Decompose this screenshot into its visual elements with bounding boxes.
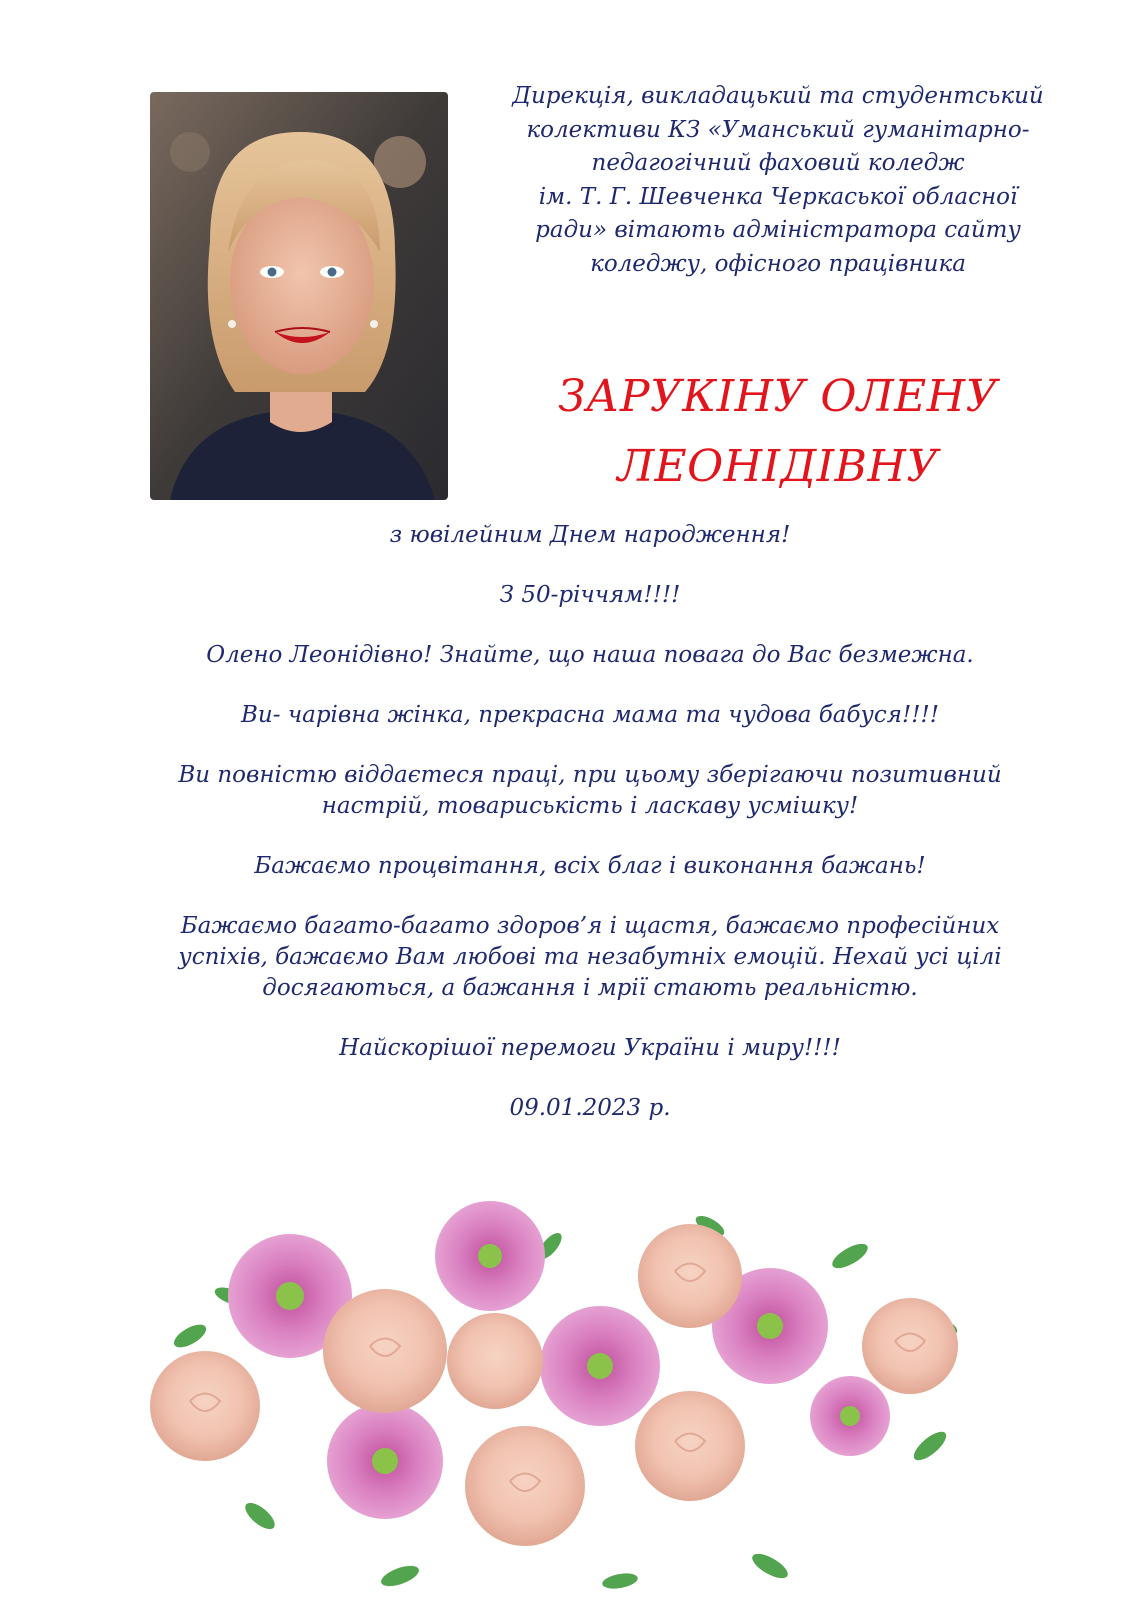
greeting-header <box>478 80 1078 281</box>
paragraph-line: Бажаємо багато-багато здоров’я і щастя, бажаємо професійних <box>180 913 1000 939</box>
header-line: педагогічний фаховий коледж <box>591 150 965 176</box>
wish-text: Бажаємо процвітання, всіх благ і виконання бажань! <box>254 853 926 879</box>
paragraph-line: досягаються, а бажання і мрії стають реальністю. <box>262 975 918 1001</box>
header-line: колективи КЗ «Уманський гуманітарно- <box>526 116 1030 143</box>
header-line: ради» вітають адміністратора сайту <box>535 217 1021 243</box>
work-paragraph <box>110 760 1070 822</box>
recipient-name-line1: ЗАРУКІНУ ОЛЕНУ <box>558 371 998 422</box>
victory-text: Найскорішої перемоги України і миру!!!! <box>339 1035 841 1061</box>
header-line: Дирекція, викладацький та студентський <box>512 83 1044 109</box>
header-line: коледжу, офісного працівника <box>590 250 966 277</box>
recipient-name <box>478 362 1078 502</box>
recipient-name-line2: ЛЕОНІДІВНУ <box>617 441 939 492</box>
wish-paragraph <box>110 911 1070 1004</box>
paragraph-line: Ви повністю віддаєтеся праці, при цьому зберігаючи позитивний <box>178 762 1002 788</box>
occasion-text: з ювілейним Днем народження! <box>389 522 791 548</box>
header-line: ім. Т. Г. Шевченка Черкаської обласної <box>538 183 1018 210</box>
date-text: 09.01.2023 р. <box>509 1095 671 1121</box>
paragraph-line: настрій, товариськість і ласкаву усмішку! <box>321 793 859 819</box>
anniversary-text: З 50-річчям!!!! <box>499 582 681 608</box>
portrait-photo <box>150 92 448 500</box>
greeting-body <box>110 520 1070 1153</box>
flower-bouquet-image <box>150 1186 990 1600</box>
paragraph-line: успіхів, бажаємо Вам любові та незабутніх емоцій. Нехай усі цілі <box>178 944 1002 970</box>
charm-text: Ви- чарівна жінка, прекрасна мама та чудова бабуся!!!! <box>241 702 939 728</box>
respect-text: Олено Леонідівно! Знайте, що наша повага до Вас безмежна. <box>206 642 974 668</box>
